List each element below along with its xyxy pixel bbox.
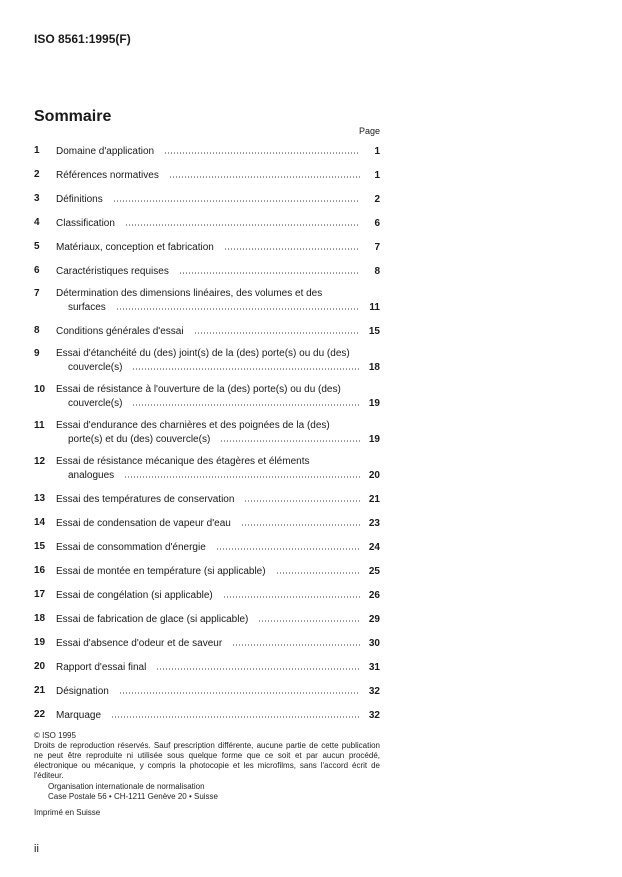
toc-entry-title: Caractéristiques requises <box>56 266 169 277</box>
toc-entry-number: 16 <box>34 565 46 576</box>
toc-dot-leader <box>258 612 360 622</box>
toc-entry[interactable] <box>34 455 380 482</box>
toc-entry-number: 11 <box>34 420 45 431</box>
toc-entry[interactable] <box>34 144 380 158</box>
toc-entry-number: 1 <box>34 145 40 156</box>
toc-entry[interactable] <box>34 564 380 578</box>
toc-entry-page: 15 <box>368 326 380 337</box>
document-id: ISO 8561:1995(F) <box>34 32 131 46</box>
toc-entry-title: analogues <box>68 470 115 481</box>
toc-dot-leader <box>232 636 360 646</box>
toc-entry-title: Essai de fabrication de glace (si applicable) <box>56 614 249 625</box>
toc-dot-leader <box>111 708 360 718</box>
page-column-heading: Page <box>359 126 381 136</box>
toc-dot-leader <box>179 264 360 274</box>
toc-entry-page: 29 <box>368 614 380 625</box>
toc-entry-title: Matériaux, conception et fabrication <box>56 242 214 253</box>
toc-entry-number: 3 <box>34 193 40 204</box>
toc-entry[interactable] <box>34 192 380 206</box>
toc-entry-title: surfaces <box>68 302 106 313</box>
copyright-line: © ISO 1995 <box>34 731 76 740</box>
toc-dot-leader <box>124 468 360 478</box>
toc-entry-number: 13 <box>34 493 46 504</box>
toc-dot-leader <box>156 660 360 670</box>
toc-entry-title: Marquage <box>56 710 102 721</box>
toc-dot-leader <box>116 300 360 310</box>
toc-entry-number: 4 <box>34 217 40 228</box>
toc-entry-page: 24 <box>368 542 380 553</box>
toc-title: Sommaire <box>34 108 112 125</box>
toc-entry-number: 10 <box>34 384 46 395</box>
rights-statement: Droits de reproduction réservés. Sauf prescription différente, aucune partie de cette publication ne peut être reproduite ni utilisée sous quelque forme que ce soit et par aucun procédé, électronique ou mécanique, y compris la photocopie et les microfilms, sans l'accord écrit de l'éditeur. <box>34 741 380 780</box>
toc-entry[interactable] <box>34 660 380 674</box>
toc-entry-title: Conditions générales d'essai <box>56 326 184 337</box>
toc-dot-leader <box>119 684 360 694</box>
toc-entry[interactable] <box>34 264 380 278</box>
toc-entry-number: 17 <box>34 589 46 600</box>
toc-entry-title: Essai d'absence d'odeur et de saveur <box>56 638 223 649</box>
toc-entry-title: Références normatives <box>56 170 159 181</box>
toc-entry-number: 2 <box>34 169 40 180</box>
toc-entry[interactable] <box>34 419 380 446</box>
organization-address: Case Postale 56 • CH-1211 Genève 20 • Suisse <box>48 792 218 801</box>
toc-dot-leader <box>216 540 360 550</box>
toc-entry-title: Essai de résistance à l'ouverture de la (des) porte(s) ou du (des) <box>56 384 341 395</box>
toc-entry-page: 6 <box>374 218 380 229</box>
toc-entry-title: Définitions <box>56 194 103 205</box>
toc-entry[interactable] <box>34 588 380 602</box>
toc-entry[interactable] <box>34 492 380 506</box>
toc-entry-title: couvercle(s) <box>68 398 123 409</box>
toc-entry-title: Essai d'étanchéité du (des) joint(s) de la (des) porte(s) ou du (des) <box>56 348 350 359</box>
toc-entry[interactable] <box>34 287 380 314</box>
organization-name: Organisation internationale de normalisation <box>48 782 205 791</box>
toc-entry[interactable] <box>34 168 380 182</box>
toc-entry-page: 31 <box>368 662 380 673</box>
toc-dot-leader <box>223 588 360 598</box>
toc-entry-title: Détermination des dimensions linéaires, des volumes et des <box>56 288 323 299</box>
toc-entry-number: 22 <box>34 709 46 720</box>
toc-entry-page: 21 <box>368 494 380 505</box>
toc-entry-number: 21 <box>34 685 46 696</box>
toc-entry[interactable] <box>34 684 380 698</box>
table-of-contents <box>34 144 380 722</box>
toc-entry[interactable] <box>34 636 380 650</box>
toc-dot-leader <box>132 396 360 406</box>
toc-entry-page: 19 <box>368 398 380 409</box>
toc-entry-page: 30 <box>368 638 380 649</box>
toc-entry-number: 6 <box>34 265 40 276</box>
toc-entry-title: porte(s) et du (des) couvercle(s) <box>68 434 211 445</box>
toc-entry-page: 1 <box>374 146 380 157</box>
toc-entry-number: 9 <box>34 348 40 359</box>
toc-dot-leader <box>194 324 360 334</box>
toc-entry-title: Essai de consommation d'énergie <box>56 542 206 553</box>
toc-entry-page: 2 <box>374 194 380 205</box>
toc-dot-leader <box>125 216 360 226</box>
toc-entry-title: Essai de montée en température (si applicable) <box>56 566 266 577</box>
page-number: ii <box>34 843 39 855</box>
toc-entry-number: 20 <box>34 661 46 672</box>
toc-entry[interactable] <box>34 516 380 530</box>
toc-entry-number: 7 <box>34 288 40 299</box>
toc-dot-leader <box>241 516 360 526</box>
toc-entry-page: 25 <box>368 566 380 577</box>
toc-entry-page: 1 <box>374 170 380 181</box>
toc-entry-number: 5 <box>34 241 40 252</box>
toc-entry-page: 32 <box>368 710 380 721</box>
toc-entry-title: Essai de résistance mécanique des étagères et éléments <box>56 456 310 467</box>
toc-entry-page: 7 <box>374 242 380 253</box>
toc-entry-page: 18 <box>368 362 380 373</box>
toc-entry[interactable] <box>34 240 380 254</box>
toc-dot-leader <box>113 192 360 202</box>
toc-entry-page: 19 <box>368 434 380 445</box>
toc-entry-title: Essai de condensation de vapeur d'eau <box>56 518 231 529</box>
toc-entry-page: 26 <box>368 590 380 601</box>
toc-entry[interactable] <box>34 216 380 230</box>
toc-entry[interactable] <box>34 708 380 722</box>
toc-entry[interactable] <box>34 540 380 554</box>
toc-dot-leader <box>244 492 360 502</box>
toc-entry-title: Domaine d'application <box>56 146 155 157</box>
toc-entry[interactable] <box>34 383 380 410</box>
toc-dot-leader <box>132 360 360 370</box>
toc-entry-page: 20 <box>368 470 380 481</box>
toc-entry-number: 12 <box>34 456 46 467</box>
toc-entry-title: Désignation <box>56 686 109 697</box>
toc-entry-number: 19 <box>34 637 46 648</box>
toc-dot-leader <box>164 144 360 154</box>
toc-dot-leader <box>224 240 360 250</box>
toc-entry-page: 11 <box>369 302 380 313</box>
toc-entry-number: 14 <box>34 517 46 528</box>
toc-entry-number: 18 <box>34 613 46 624</box>
toc-dot-leader <box>169 168 360 178</box>
toc-entry-page: 32 <box>368 686 380 697</box>
toc-entry-title: couvercle(s) <box>68 362 123 373</box>
toc-entry-number: 15 <box>34 541 46 552</box>
toc-entry-page: 23 <box>368 518 380 529</box>
toc-dot-leader <box>220 432 360 442</box>
toc-entry-number: 8 <box>34 325 40 336</box>
toc-entry-title: Essai des températures de conservation <box>56 494 235 505</box>
printed-in: Imprimé en Suisse <box>34 808 101 817</box>
toc-entry-title: Essai d'endurance des charnières et des poignées de la (des) <box>56 420 330 431</box>
toc-entry[interactable] <box>34 347 380 374</box>
toc-dot-leader <box>276 564 360 574</box>
toc-entry-title: Classification <box>56 218 115 229</box>
toc-entry[interactable] <box>34 324 380 338</box>
toc-entry[interactable] <box>34 612 380 626</box>
toc-entry-title: Rapport d'essai final <box>56 662 147 673</box>
toc-entry-title: Essai de congélation (si applicable) <box>56 590 213 601</box>
copyright-notice <box>34 731 380 818</box>
toc-entry-page: 8 <box>374 266 380 277</box>
